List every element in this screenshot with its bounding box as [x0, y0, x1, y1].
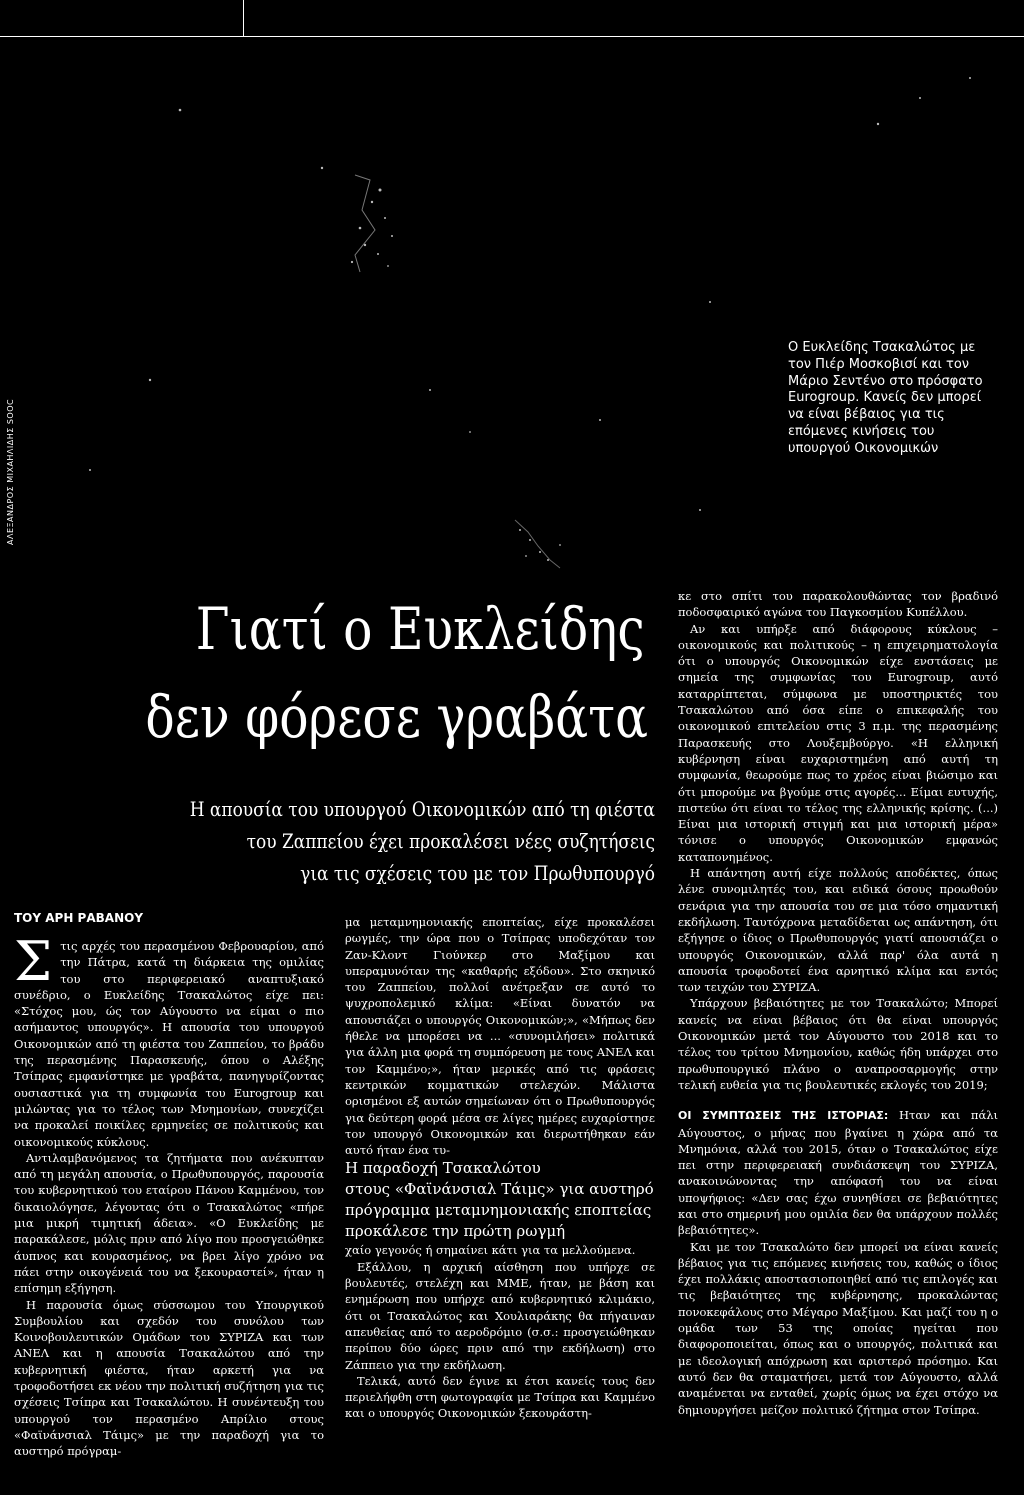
paragraph: Αν και υπήρξε από διάφορους κύκλους – οικονομικούς και πολιτικούς – η επιχειρηματολογία ότι ο υπουργός Οικονομικών είχε ενστάσεις με σημεία της συμφωνίας του Eurogroup, αυτό καταρρίπτεται, σύμφωνα με υποστηρικτές του Τσακαλώτου από όσα είπε ο επικεφαλής του οικονομικού επιτελείου στις 3 π.μ. της περασμένης Παρασκευής στο Λουξεμβούργο. «Η ελληνική κυβέρνηση είναι ευχαριστημένη από αυτή τη συμφωνία, θεωρούμε πως το χρέος είναι βιώσιμο και ότι μπορούμε να βγούμε στις αγορές... Είμαι ευτυχής, πιστεύω ότι είναι το τέλος της ελληνικής κρίσης. (...) Είναι μια ιστορική στιγμή και μια ιστορική μέρα» τόνισε ο υπουργός Οικονομικών εμφανώς καταπονημένος. [678, 621, 998, 864]
article-column-2 [345, 914, 655, 1422]
paragraph: μα μεταμνημονιακής εποπτείας, είχε προκαλέσει ρωγμές, την ώρα που ο Τσίπρας υποδεχόταν τον Ζαν-Κλοντ Γιούνκερ στο Μαξίμου και υπεραμυνόταν της «καθαρής εξόδου». Στο σκηνικό του Ζαππείου, πολλοί ανέτρεξαν σε αυτό το ψυχροπολεμικό κλίμα: «Είναι δυνατόν να απουσιάζει ο υπουργός Οικονομικών;», «Μήπως δεν ήθελε να μπορέσει να ... «συνομιλήσει» πολιτικά για άλλη μια φορά τη συμπόρευση με τους ΑΝΕΛ και τον Καμμένο;», ήταν μερικές από τις φράσεις κεντρικών κομματικών στελεχών. Μάλιστα ορισμένοι εξ αυτών σημείωναν ότι ο Πρωθυπουργός για δεύτερη φορά μέσα σε λίγες ημέρες ευχαρίστησε τον υπουργό Οικονομικών και διερωτήθηκαν εάν αυτό ήταν ένα τυ- [345, 915, 655, 1158]
subhead: Η απουσία του υπουργού Οικονομικών από τη φιέστα του Ζαππείου έχει προκαλέσει νέες συζητήσεις για τις σχέσεις του με τον Πρωθυπουργό [189, 797, 655, 885]
section-heading: ΟΙ ΣΥΜΠΤΩΣΕΙΣ ΤΗΣ ΙΣΤΟΡΙΑΣ: [678, 1109, 889, 1123]
top-rule-tick [243, 0, 244, 36]
pull-quote: Η παραδοχή Τσακαλώτου στους «Φαϊνάνσιαλ Τάιμς» για αυστηρό πρόγραμμα μεταμνημονιακής εποπτείας προκάλεσε την πρώτη ρωγμή [345, 1159, 654, 1241]
paragraph: Η παρουσία όμως σύσσωμου του Υπουργικού Συμβουλίου και σχεδόν του συνόλου των Κοινοβουλευτικών Ομάδων του ΣΥΡΙΖΑ και των ΑΝΕΛ και η απουσία Τσακαλώτου από την κυβερνητική φιέστα, ήταν αρκετή για να τροφοδοτήσει εκ νέου την πολιτική συζήτηση για τις σχέσεις Τσίπρα και Τσακαλώτου. Η συνέντευξη του υπουργού τον περασμένο Απρίλιο στους «Φαϊνάνσιαλ Τάιμς» με την παραδοχή για το αυστηρό πρόγραμ- [14, 1297, 324, 1459]
paragraph: Τελικά, αυτό δεν έγινε κι έτσι κανείς τους δεν περιελήφθη στη φωτογραφία με Τσίπρα και Καμμένο και ο υπουργός Οικονομικών ξεκουράστη- [345, 1373, 655, 1421]
paragraph: Και με τον Τσακαλώτο δεν μπορεί να είναι κανείς βέβαιος για τις επόμενες κινήσεις του, καθώς ο ίδιος έχει πολλάκις αποστασιοποιηθεί από τις επιλογές και τις βεβαιότητες της κυβέρνησης, προκαλώντας πονοκεφάλους στο Μέγαρο Μαξίμου. Και μαζί του η ο ομάδα των 53 της οποίας ηγείται που διαφοροποιείται, όπως και ο υπουργός, πολιτικά και με ιδεολογική απόχρωση και αριστερό πρόσημο. Και αυτό δεν θα σταματήσει, μετά τον Αύγουστο, αλλά αναμένεται να ενταθεί, χωρίς όμως να έχει στόχο να δημιουργήσει μείζον πολιτικό ζήτημα στον Τσίπρα. [678, 1239, 998, 1417]
paragraph: Εξάλλου, η αρχική αίσθηση που υπήρχε σε βουλευτές, στελέχη και ΜΜΕ, ήταν, με βάση και ενημέρωση που υπήρχε από κυβερνητικό κλιμάκιο, ότι οι Τσακαλώτος και Χουλιαράκης θα πήγαιναν απευθείας από το αεροδρόμιο (σ.σ.: προσγειώθηκαν περίπου δύο ώρες πριν από την εκδήλωση) στο Ζάππειο για την εκδήλωση. [345, 1259, 655, 1372]
byline: ΤΟΥ ΑΡΗ ΡΑΒΑΝΟΥ [14, 911, 144, 925]
article-photo [0, 40, 1024, 580]
paragraph [14, 930, 324, 1150]
paragraph-text: τις αρχές του περασμένου Φεβρουαρίου, από την Πάτρα, κατά τη διάρκεια της ομιλίας του στο περιφερειακό αναπτυξιακό συνέδριο, ο Ευκλείδης Τσακαλώτος είχε πει: «Στόχος μου, ώς τον Αύγουστο να είμαι ο πιο ασήμαντος υπουργός». Η απουσία του υπουργού Οικονομικών από τη φιέστα του Ζαππείου, το βράδυ της περασμένης Παρασκευής, όπου ο Αλέξης Τσίπρας εμφανίστηκε με γραβάτα, πανηγυρίζοντας ουσιαστικά για τη συμφωνία του Eurogroup και μιλώντας για το τέλος των Μνημονίων, συνεχίζει να προκαλεί ποικίλες ερμηνείες σε πολιτικούς και οικονομικούς κύκλους. [14, 939, 324, 1149]
paragraph: Αντιλαμβανόμενος τα ζητήματα που ανέκυπταν από τη μεγάλη απουσία, ο Πρωθυπουργός, παρουσία του κυβερνητικού του εταίρου Πάνου Καμμένου, τον δικαιολόγησε, λέγοντας ότι ο Τσακαλώτος «πήρε μια μικρή τιμητική άδεια». «Ο Ευκλείδης με παρακάλεσε, μόλις πριν από λίγο που προσγειώθηκε άυπνος και κουρασμένος, να βρει λίγο χρόνο να πάει στην οικογένειά του να ξεκουραστεί», ήταν η επίσημη εξήγηση. [14, 1150, 324, 1296]
article-column-3 [678, 588, 998, 1418]
headline-line-1: Γιατί ο Ευκλείδης [195, 595, 645, 663]
top-rule [0, 0, 1024, 40]
top-rule-line [0, 36, 1024, 37]
paragraph [678, 1107, 998, 1238]
paragraph: κε στο σπίτι του παρακολουθώντας τον βραδινό ποδοσφαιρικό αγώνα του Παγκοσμίου Κυπέλλου. [678, 589, 998, 620]
photo-graphic [0, 40, 1024, 580]
paragraph: Η απάντηση αυτή είχε πολλούς αποδέκτες, όπως λένε συνομιλητές του, και ειδικά όσους προωθούν σενάρια για την απουσία του σε μια τόσο σημαντική εκδήλωση. Ταυτόχρονα μεταδίδεται ως απάντηση, ότι εξήγησε ο ίδιος ο Πρωθυπουργός γιατί απουσιάζει ο υπουργός Οικονομικών, αλλά παρ' όλα αυτά η απουσία τροφοδοτεί ένα αρνητικό κλίμα και εντός των τειχών του ΣΥΡΙΖΑ. [678, 866, 998, 995]
headline [127, 585, 648, 761]
paragraph: χαίο γεγονός ή σημαίνει κάτι για τα μελλούμενα. [345, 1243, 636, 1258]
photo-credit: ΑΛΕΞΑΝΔΡΟΣ ΜΙΧΑΗΛΙΔΗΣ SOOC [6, 398, 15, 545]
paragraph-text: Ηταν και πάλι Αύγουστος, ο μήνας που βγαίνει η χώρα από τα Μνημόνια, αλλά του 2015, όταν ο Τσακαλώτος είχε πει στην περιφερειακή συνδιάσκεψη του ΣΥΡΙΖΑ, ανακοινώνοντας την απόφασή του να είναι υποψήφιος: «Δεν σας έχω συνηθίσει σε βεβαιότητες και στο σημερινή μου ομιλία δεν θα υπάρχουν πολλές βεβαιότητες». [678, 1108, 999, 1238]
headline-line-2: δεν φόρεσε γραβάτα [145, 683, 648, 751]
drop-cap: Σ [14, 930, 53, 993]
article-column-1 [14, 930, 324, 1460]
photo-caption: Ο Ευκλείδης Τσακαλώτος με τον Πιέρ Μοσκοβισί και τον Μάριο Σεντένο στο πρόσφατο Eurogroup. Κανείς δεν μπορεί να είναι βέβαιος για τις επόμενες κινήσεις του υπουργού Οικονομικών [788, 340, 983, 456]
paragraph: Υπάρχουν βεβαιότητες με τον Τσακαλώτο; Μπορεί κανείς να είναι βέβαιος ότι θα είναι υπουργός Οικονομικών μετά τον Αύγουστο του 2018 και το τέλος του τρίτου Μνημονίου, καθώς ήδη υπάρχει στο πρωθυπουργικό πλάνο ο αναπροσαρμογής στην τελική ευθεία για τις βουλευτικές εκλογές του 2019; [678, 996, 998, 1092]
